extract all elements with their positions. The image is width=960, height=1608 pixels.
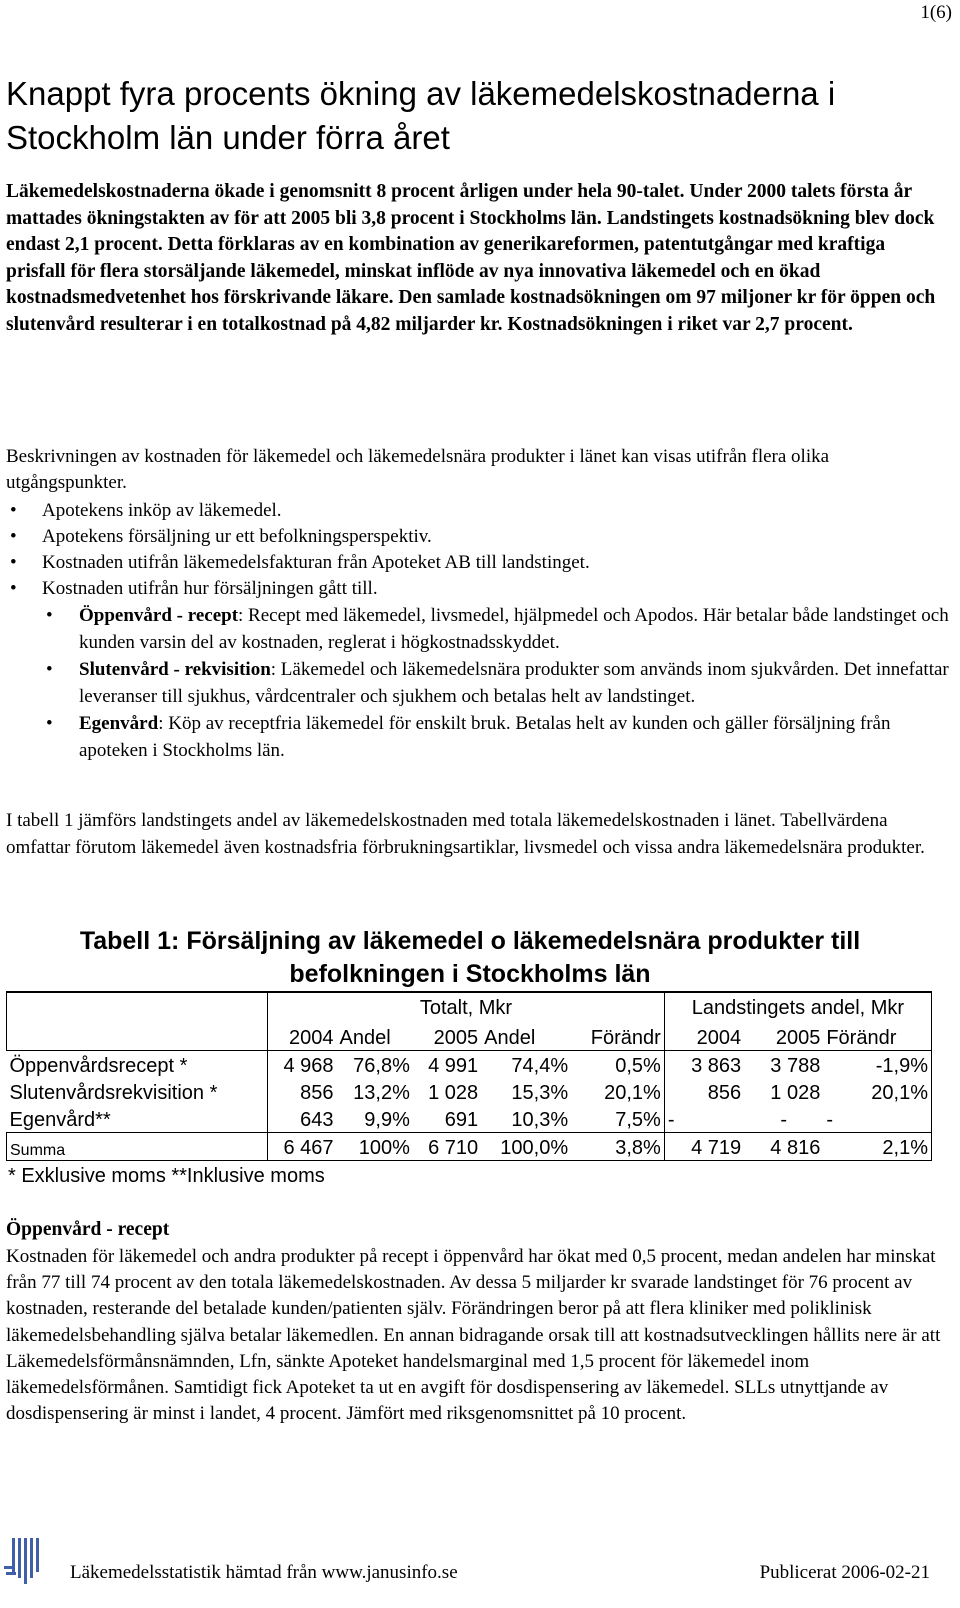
table-total-row: Summa 6 467 100% 6 710 100,0% 3,8% 4 719 4 816 2,1%	[7, 1133, 932, 1161]
row-label: Slutenvårdsrekvisition *	[7, 1078, 268, 1105]
section-heading: Öppenvård - recept	[6, 1219, 170, 1240]
term: Öppenvård - recept	[79, 605, 239, 626]
group-total-header: Totalt, Mkr	[268, 992, 665, 1020]
column-header: 2004	[268, 1020, 337, 1051]
row-label: Summa	[7, 1133, 268, 1161]
column-header: 2005	[413, 1020, 481, 1051]
bullet-icon: •	[46, 713, 53, 734]
sub-list-item: • Egenvård: Köp av receptfria läkemedel för enskilt bruk. Betalas helt av kunden och gäller försäljning från apoteken i Stockholms län.	[46, 713, 891, 761]
list-item: • Kostnaden utifrån läkemedelsfakturan från Apoteket AB till landstinget.	[6, 550, 951, 576]
term: Egenvård	[79, 713, 159, 734]
table-intro-paragraph: I tabell 1 jämförs landstingets andel av läkemedelskostnaden med totala läkemedelskostnaden i länet. Tabellvärdena omfattar förutom läkemedel även kostnadsfria förbrukningsartiklar, livsmedel och vissa andra läkemedelsnära produkter.	[6, 810, 925, 858]
row-label: Öppenvårdsrecept *	[7, 1051, 268, 1079]
bullet-icon: •	[10, 526, 17, 547]
column-header: Andel	[337, 1020, 413, 1051]
bullet-list	[6, 498, 951, 602]
table-footnote: * Exklusive moms **Inklusive moms	[8, 1165, 325, 1187]
section-body: Kostnaden för läkemedel och andra produkter på recept i öppenvård har ökat med 0,5 procent, medan andelen har minskat från 77 till 74 procent av den totala läkemedelskostnaden. Av dessa 5 miljarder kr svarade landstinget för 76 procent av kostnaden, resterande del betalade kunden/patienten själv. Förändringen beror på att flera kliniker med poliklinisk läkemedelsbehandling själva betalar läkemedlen. En annan bidragande orsak till att kostnadsutvecklingen hållits nere är att Läkemedelsförmånsnämnden, Lfn, sänkte Apoteket handelsmarginal med 1,5 procent för läkemedel inom läkemedelsförmånen. Samtidigt fick Apoteket ta ut en avgift för dosdispensering av läkemedel. SLLs utnyttjande av dosdispensering är minst i landet, 4 procent. Jämfört med riksgenomsnittet på 10 procent.	[6, 1246, 941, 1425]
sales-table	[6, 991, 932, 1161]
page-title: Knappt fyra procents ökning av läkemedelskostnaderna i Stockholm län under förra året	[6, 75, 836, 156]
column-header: 2004	[664, 1020, 744, 1051]
group-county-header: Landstingets andel, Mkr	[664, 992, 931, 1020]
list-item: • Apotekens inköp av läkemedel.	[6, 498, 951, 524]
footer-source: Läkemedelsstatistik hämtad från www.janusinfo.se	[70, 1562, 458, 1583]
term: Slutenvård - rekvisition	[79, 659, 271, 680]
table-row: Öppenvårdsrecept * 4 968 76,8% 4 991 74,4% 0,5% 3 863 3 788 -1,9%	[7, 1051, 932, 1079]
page-number: 1(6)	[920, 2, 952, 23]
column-header: 2005	[744, 1020, 823, 1051]
column-header: Andel	[481, 1020, 571, 1051]
sub-bullet-list	[6, 603, 951, 765]
column-header: Förändr	[823, 1020, 931, 1051]
bullet-icon: •	[10, 578, 17, 599]
bullet-icon: •	[10, 552, 17, 573]
table-group-header	[7, 992, 932, 1020]
table-title: Tabell 1: Försäljning av läkemedel o läkemedelsnära produkter till befolkningen i Stockholms län	[79, 927, 861, 988]
row-label: Egenvård**	[7, 1105, 268, 1133]
table-row: Slutenvårdsrekvisition * 856 13,2% 1 028 15,3% 20,1% 856 1 028 20,1%	[7, 1078, 932, 1105]
janus-logo-icon	[2, 1536, 46, 1586]
sub-list-item: • Öppenvård - recept: Recept med läkemedel, livsmedel, hjälpmedel och Apodos. Här betalar både landstinget och kunden varsin del av kostnaden, reglerat i högkostnadsskyddet.	[46, 605, 949, 653]
bullet-icon: •	[46, 605, 53, 626]
column-header: Förändr	[571, 1020, 664, 1051]
table-row: Egenvård** 643 9,9% 691 10,3% 7,5% - - -	[7, 1105, 932, 1133]
bullet-icon: •	[10, 500, 17, 521]
list-item: • Apotekens försäljning ur ett befolkningsperspektiv.	[6, 524, 951, 550]
bullet-icon: •	[46, 659, 53, 680]
description-paragraph: Beskrivningen av kostnaden för läkemedel och läkemedelsnära produkter i länet kan visas utifrån flera olika utgångspunkter.	[6, 446, 830, 493]
sub-list-item: • Slutenvård - rekvisition: Läkemedel och läkemedelsnära produkter som används inom sjukvården. Det innefattar leveranser till sjukhus, vårdcentraler och sjukhem och betalas helt av landstinget.	[46, 659, 949, 707]
intro-paragraph: Läkemedelskostnaderna ökade i genomsnitt 8 procent årligen under hela 90-talet. Under 2000 talets första år mattades ökningstakten av för att 2005 bli 3,8 procent i Stockholms län. Landstingets kostnadsökning blev dock endast 2,1 procent. Detta förklaras av en kombination av generikareformen, patentutgångar med kraftiga prisfall för flera storsäljande läkemedel, minskat inflöde av nya innovativa läkemedel och en ökad kostnadsmedvetenhet hos förskrivande läkare. Den samlade kostnadsökningen om 97 miljoner kr för öppen och slutenvård resulterar i en totalkostnad på 4,82 miljarder kr. Kostnadsökningen i riket var 2,7 procent.	[6, 181, 936, 335]
footer-published-date: Publicerat 2006-02-21	[759, 1562, 930, 1583]
list-item: • Kostnaden utifrån hur försäljningen gått till.	[6, 576, 951, 602]
table-column-header	[7, 1020, 932, 1051]
